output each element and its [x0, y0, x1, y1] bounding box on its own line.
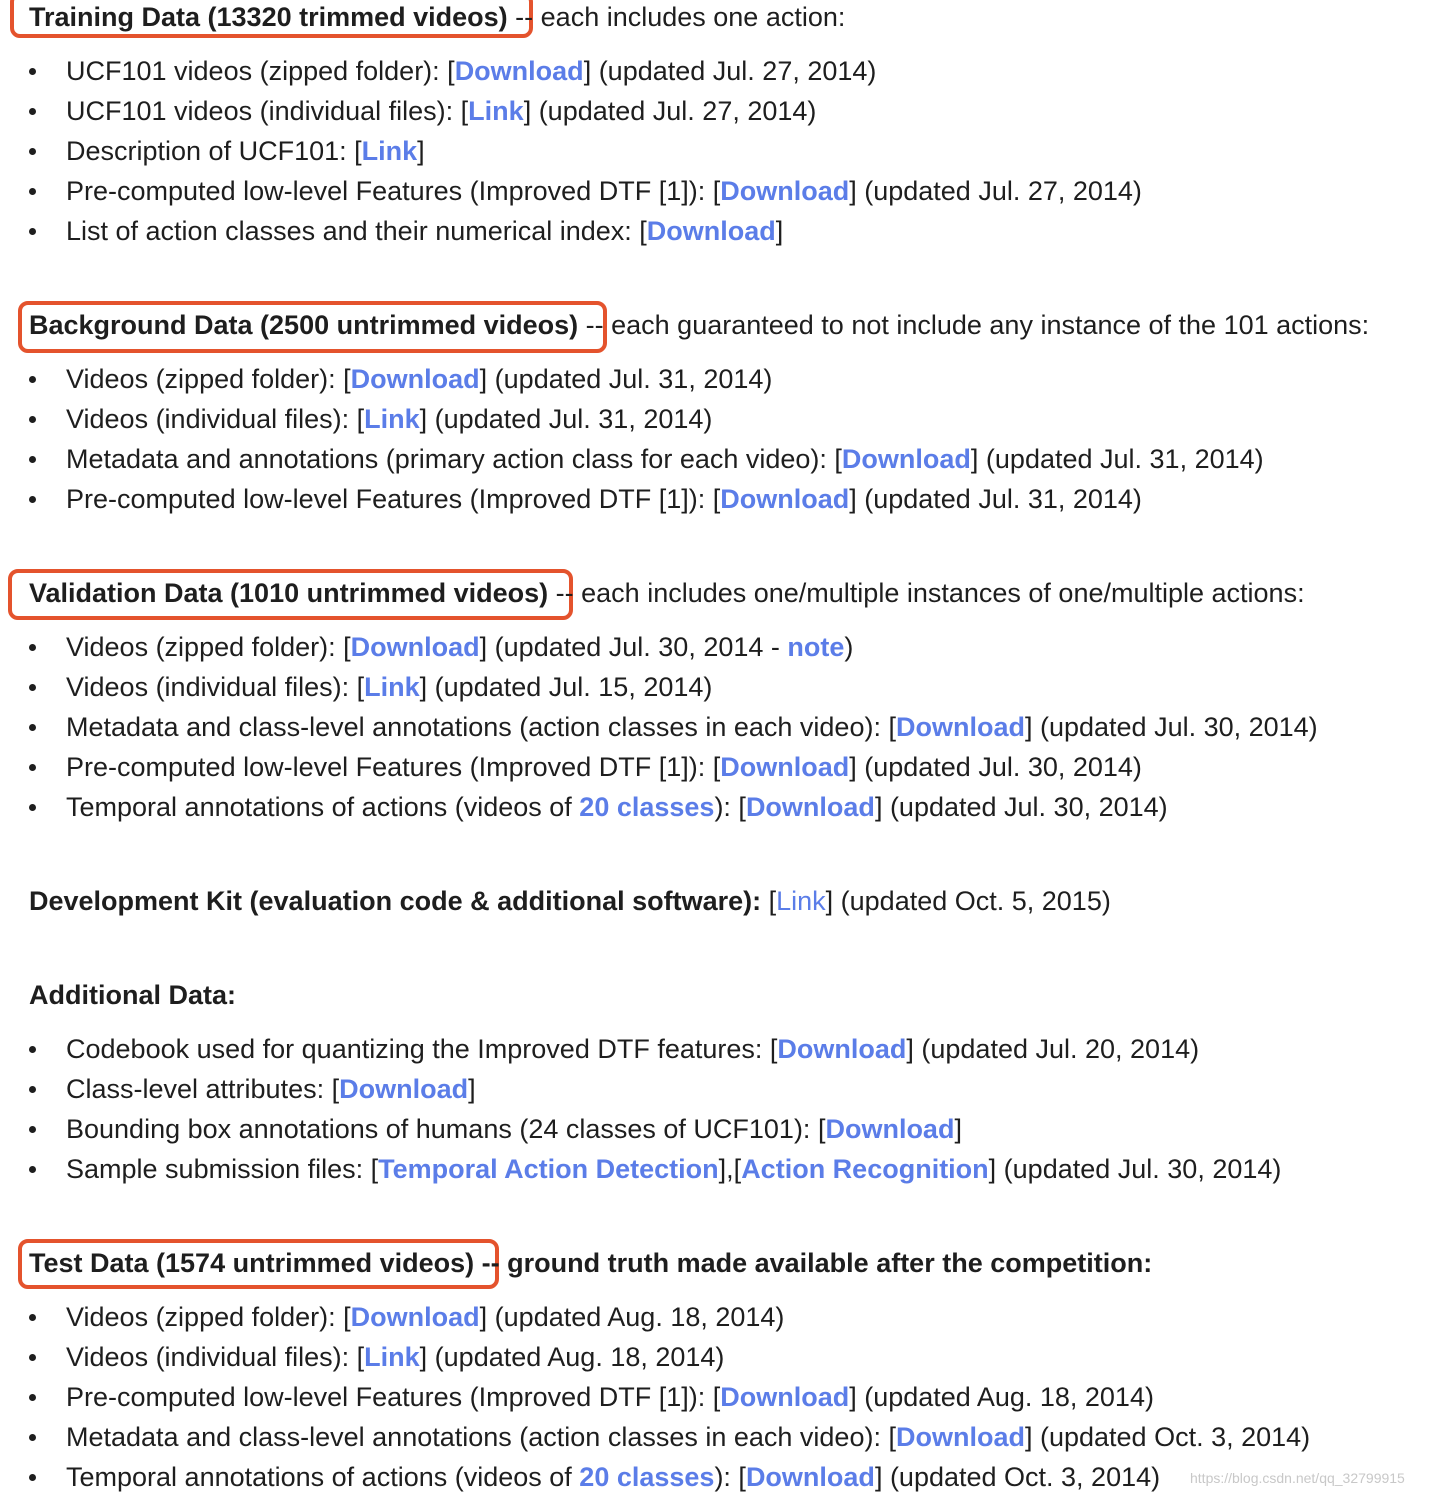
action-recognition-link[interactable]: Action Recognition: [741, 1154, 989, 1184]
list-item: Sample submission files: [Temporal Action Detection],[Action Recognition] (updated Jul. 30, 2014): [66, 1154, 1282, 1184]
download-link[interactable]: Download: [895, 712, 1025, 742]
classes-link[interactable]: 20 classes: [579, 792, 715, 822]
background-heading: [29, 308, 1369, 342]
background-suffix: -- each guaranteed to not include any instance of the 101 actions:: [578, 310, 1370, 340]
download-link[interactable]: Download: [350, 364, 480, 394]
note-link[interactable]: note: [787, 632, 845, 662]
download-link[interactable]: Download: [350, 1302, 480, 1332]
temporal-action-detection-link[interactable]: Temporal Action Detection: [378, 1154, 719, 1184]
list-item: Codebook used for quantizing the Improved DTF features: [Download] (updated Jul. 20, 2014): [66, 1034, 1200, 1064]
test-title: Test Data (1574 untrimmed videos): [29, 1248, 475, 1278]
test-suffix: -- ground truth made available after the competition:: [474, 1248, 1153, 1278]
list-item: Temporal annotations of actions (videos of 20 classes): [Download] (updated Oct. 3, 2014): [66, 1462, 1161, 1492]
list-item: UCF101 videos (individual files): [Link] (updated Jul. 27, 2014): [66, 96, 817, 126]
list-item: Videos (zipped folder): [Download] (updated Jul. 30, 2014 - note): [66, 632, 854, 662]
list-item: Bounding box annotations of humans (24 classes of UCF101): [Download]: [66, 1114, 962, 1144]
list-item: Metadata and class-level annotations (action classes in each video): [Download] (updated Oct. 3, 2014): [66, 1422, 1311, 1452]
download-link[interactable]: Download: [339, 1074, 469, 1104]
validation-title: Validation Data (1010 untrimmed videos): [29, 578, 549, 608]
download-link[interactable]: Download: [745, 792, 875, 822]
list-item: List of action classes and their numerical index: [Download]: [66, 216, 784, 246]
list-item: Pre-computed low-level Features (Improved DTF [1]): [Download] (updated Jul. 31, 2014): [66, 484, 1142, 514]
list-item: Description of UCF101: [Link]: [66, 136, 425, 166]
training-title: Training Data (13320 trimmed videos): [29, 2, 508, 32]
list-item: Pre-computed low-level Features (Improved DTF [1]): [Download] (updated Jul. 30, 2014): [66, 752, 1142, 782]
validation-suffix: -- each includes one/multiple instances of one/multiple actions:: [548, 578, 1305, 608]
list-item: Videos (individual files): [Link] (updated Jul. 31, 2014): [66, 404, 713, 434]
devkit-line: Development Kit (evaluation code & additional software): [Link] (updated Oct. 5, 2015): [29, 886, 1111, 916]
download-link[interactable]: Download: [720, 752, 850, 782]
additional-title: Additional Data:: [29, 980, 236, 1010]
download-link[interactable]: Download: [720, 484, 850, 514]
link-link[interactable]: Link: [468, 96, 524, 126]
list-item: Temporal annotations of actions (videos of 20 classes): [Download] (updated Jul. 30, 2014): [66, 792, 1168, 822]
devkit-title: Development Kit (evaluation code & additional software):: [29, 886, 762, 916]
list-item: Metadata and annotations (primary action class for each video): [Download] (updated Jul. 31, 2014): [66, 444, 1264, 474]
download-link[interactable]: Download: [720, 176, 850, 206]
download-link[interactable]: Download: [895, 1422, 1025, 1452]
list-item: Pre-computed low-level Features (Improved DTF [1]): [Download] (updated Jul. 27, 2014): [66, 176, 1142, 206]
list-item: Metadata and class-level annotations (action classes in each video): [Download] (updated Jul. 30, 2014): [66, 712, 1318, 742]
download-link[interactable]: Download: [646, 216, 776, 246]
devkit-link[interactable]: Link: [776, 886, 826, 916]
list-item: Videos (zipped folder): [Download] (updated Jul. 31, 2014): [66, 364, 773, 394]
background-title: Background Data (2500 untrimmed videos): [29, 310, 579, 340]
additional-heading: [29, 978, 236, 1012]
training-heading: [29, 0, 845, 34]
link-link[interactable]: Link: [361, 136, 418, 166]
list-item: UCF101 videos (zipped folder): [Download] (updated Jul. 27, 2014): [66, 56, 877, 86]
link-link[interactable]: Link: [364, 404, 420, 434]
download-link[interactable]: Download: [720, 1382, 850, 1412]
link-link[interactable]: Link: [364, 1342, 420, 1372]
validation-heading: [29, 576, 1305, 610]
test-heading: [29, 1246, 1152, 1280]
download-link[interactable]: Download: [825, 1114, 955, 1144]
link-link[interactable]: Link: [364, 672, 420, 702]
list-item: Pre-computed low-level Features (Improved DTF [1]): [Download] (updated Aug. 18, 2014): [66, 1382, 1154, 1412]
training-suffix: -- each includes one action:: [507, 2, 846, 32]
watermark: https://blog.csdn.net/qq_32799915: [1190, 1470, 1405, 1486]
classes-link[interactable]: 20 classes: [579, 1462, 715, 1492]
download-link[interactable]: Download: [841, 444, 971, 474]
download-link[interactable]: Download: [777, 1034, 907, 1064]
list-item: Videos (zipped folder): [Download] (updated Aug. 18, 2014): [66, 1302, 785, 1332]
list-item: Class-level attributes: [Download]: [66, 1074, 476, 1104]
download-link[interactable]: Download: [454, 56, 584, 86]
list-item: Videos (individual files): [Link] (updated Aug. 18, 2014): [66, 1342, 725, 1372]
download-link[interactable]: Download: [745, 1462, 875, 1492]
list-item: Videos (individual files): [Link] (updated Jul. 15, 2014): [66, 672, 713, 702]
download-link[interactable]: Download: [350, 632, 480, 662]
